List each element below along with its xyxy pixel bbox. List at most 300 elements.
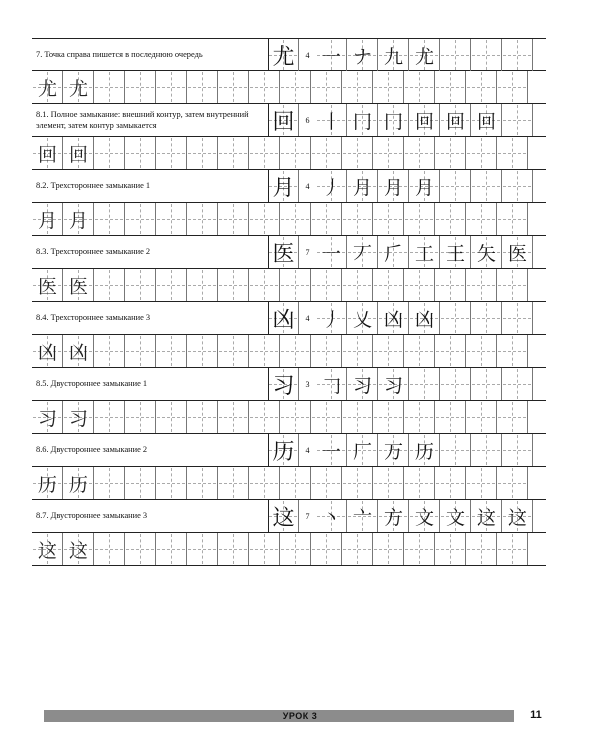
guide-horizontal bbox=[343, 417, 371, 418]
practice-cell bbox=[497, 467, 528, 499]
stroke-step: ナ bbox=[352, 45, 372, 68]
practice-cell bbox=[435, 203, 466, 235]
guide-horizontal bbox=[157, 417, 185, 418]
practice-cell bbox=[342, 71, 373, 103]
stroke-step: 这 bbox=[476, 506, 496, 529]
practice-cell bbox=[125, 269, 156, 301]
guide-horizontal bbox=[498, 219, 526, 220]
section-header-row bbox=[32, 302, 546, 335]
stroke-step: 九 bbox=[383, 45, 403, 68]
practice-cell bbox=[249, 71, 280, 103]
practice-cell bbox=[466, 71, 497, 103]
guide-horizontal bbox=[503, 55, 531, 56]
guide-horizontal bbox=[405, 153, 433, 154]
model-character-cell bbox=[268, 170, 299, 202]
guide-horizontal bbox=[410, 384, 438, 385]
section-title: 8.1. Полное замыкание: внешний контур, затем внутренний элемент, затем контур замыкается bbox=[36, 110, 249, 130]
model-character-cell bbox=[268, 236, 299, 268]
practice-row bbox=[32, 533, 546, 566]
practice-cell bbox=[187, 335, 218, 367]
stroke-step-cell bbox=[440, 302, 471, 334]
practice-cell bbox=[342, 137, 373, 169]
guide-horizontal bbox=[472, 318, 500, 319]
guide-horizontal bbox=[126, 153, 154, 154]
practice-cell bbox=[94, 137, 125, 169]
example-character: 习 bbox=[68, 407, 88, 430]
guide-horizontal bbox=[126, 417, 154, 418]
practice-cell bbox=[249, 533, 280, 565]
practice-cell bbox=[125, 467, 156, 499]
guide-horizontal bbox=[188, 351, 216, 352]
model-character-cell bbox=[268, 368, 299, 400]
practice-row bbox=[32, 203, 546, 236]
guide-horizontal bbox=[157, 153, 185, 154]
model-character: 习 bbox=[272, 373, 295, 399]
practice-cell bbox=[311, 137, 342, 169]
guide-horizontal bbox=[188, 285, 216, 286]
practice-row bbox=[32, 467, 546, 500]
practice-cell bbox=[311, 533, 342, 565]
practice-cell bbox=[156, 203, 187, 235]
stroke-step: 习 bbox=[352, 374, 372, 397]
stroke-step: 丶 bbox=[321, 506, 341, 529]
practice-cell bbox=[497, 203, 528, 235]
practice-cell bbox=[218, 335, 249, 367]
guide-horizontal bbox=[281, 285, 309, 286]
guide-horizontal bbox=[219, 87, 247, 88]
guide-horizontal bbox=[467, 153, 495, 154]
stroke-step: 回 bbox=[476, 110, 496, 133]
practice-cell bbox=[404, 269, 435, 301]
example-character: 历 bbox=[37, 473, 57, 496]
guide-horizontal bbox=[312, 219, 340, 220]
stroke-step: 丿 bbox=[321, 308, 341, 331]
practice-cell bbox=[280, 137, 311, 169]
guide-horizontal bbox=[436, 417, 464, 418]
guide-horizontal bbox=[503, 186, 531, 187]
stroke-count: 4 bbox=[305, 445, 310, 455]
guide-horizontal bbox=[436, 351, 464, 352]
example-character: 月 bbox=[68, 209, 88, 232]
stroke-step-cell bbox=[471, 434, 502, 466]
practice-cell bbox=[94, 533, 125, 565]
section-header-row bbox=[32, 368, 546, 401]
guide-horizontal bbox=[312, 285, 340, 286]
guide-horizontal bbox=[188, 153, 216, 154]
practice-cell bbox=[435, 137, 466, 169]
example-character: 习 bbox=[37, 407, 57, 430]
guide-horizontal bbox=[467, 219, 495, 220]
practice-cell bbox=[466, 335, 497, 367]
stroke-step-cell bbox=[502, 302, 533, 334]
stroke-step-cell bbox=[440, 434, 471, 466]
practice-cell bbox=[156, 335, 187, 367]
guide-horizontal bbox=[498, 87, 526, 88]
section-header-row bbox=[32, 236, 546, 269]
practice-cell bbox=[373, 203, 404, 235]
stroke-step: 王 bbox=[445, 242, 465, 265]
guide-horizontal bbox=[219, 219, 247, 220]
practice-cell bbox=[218, 269, 249, 301]
practice-cell bbox=[311, 401, 342, 433]
example-character: 凶 bbox=[37, 341, 57, 364]
practice-cell bbox=[435, 467, 466, 499]
stroke-step: 月 bbox=[352, 176, 372, 199]
guide-horizontal bbox=[281, 351, 309, 352]
guide-horizontal bbox=[281, 219, 309, 220]
practice-cell bbox=[373, 467, 404, 499]
practice-cell bbox=[404, 335, 435, 367]
practice-cell bbox=[218, 71, 249, 103]
stroke-step: 矢 bbox=[476, 242, 496, 265]
model-character-cell bbox=[268, 434, 299, 466]
guide-horizontal bbox=[472, 186, 500, 187]
guide-horizontal bbox=[441, 186, 469, 187]
model-character: 凶 bbox=[272, 307, 295, 333]
guide-horizontal bbox=[188, 417, 216, 418]
stroke-step: 文 bbox=[414, 506, 434, 529]
practice-cell bbox=[497, 71, 528, 103]
guide-horizontal bbox=[405, 219, 433, 220]
stroke-step-cell bbox=[440, 368, 471, 400]
guide-horizontal bbox=[498, 285, 526, 286]
stroke-count: 4 bbox=[305, 50, 310, 60]
guide-horizontal bbox=[374, 417, 402, 418]
practice-cell bbox=[373, 335, 404, 367]
practice-cell bbox=[373, 401, 404, 433]
stroke-step: 文 bbox=[445, 506, 465, 529]
guide-horizontal bbox=[312, 153, 340, 154]
guide-horizontal bbox=[281, 87, 309, 88]
practice-cell bbox=[435, 71, 466, 103]
lesson-title: УРОК 3 bbox=[282, 711, 318, 721]
guide-horizontal bbox=[503, 120, 531, 121]
practice-cell bbox=[94, 467, 125, 499]
guide-horizontal bbox=[312, 549, 340, 550]
practice-cell bbox=[404, 533, 435, 565]
section-header-row bbox=[32, 38, 546, 71]
page-number: 11 bbox=[516, 706, 556, 724]
practice-cell bbox=[218, 137, 249, 169]
stroke-step: 万 bbox=[383, 440, 403, 463]
practice-row bbox=[32, 335, 546, 368]
guide-horizontal bbox=[498, 483, 526, 484]
guide-horizontal bbox=[343, 351, 371, 352]
example-character: 回 bbox=[37, 143, 57, 166]
section-title: 7. Точка справа пишется в последнюю очередь bbox=[36, 50, 203, 60]
example-character: 尤 bbox=[37, 77, 57, 100]
guide-horizontal bbox=[126, 87, 154, 88]
practice-cell bbox=[218, 467, 249, 499]
example-character: 这 bbox=[68, 539, 88, 562]
guide-horizontal bbox=[219, 153, 247, 154]
guide-horizontal bbox=[95, 87, 123, 88]
practice-cell bbox=[280, 203, 311, 235]
guide-horizontal bbox=[188, 483, 216, 484]
model-character: 回 bbox=[272, 109, 295, 135]
practice-cell bbox=[373, 533, 404, 565]
practice-cell bbox=[311, 71, 342, 103]
stroke-step-cell bbox=[471, 39, 502, 71]
practice-cell bbox=[94, 203, 125, 235]
practice-cell bbox=[466, 137, 497, 169]
guide-horizontal bbox=[250, 483, 278, 484]
practice-cell bbox=[249, 137, 280, 169]
guide-horizontal bbox=[157, 87, 185, 88]
practice-cell bbox=[280, 269, 311, 301]
model-character-cell bbox=[268, 104, 299, 136]
stroke-step: 医 bbox=[507, 242, 527, 265]
guide-horizontal bbox=[219, 549, 247, 550]
section-header-row bbox=[32, 104, 546, 137]
stroke-step-cell bbox=[471, 170, 502, 202]
practice-cell bbox=[466, 203, 497, 235]
section-title: 8.2. Трехстороннее замыкание 1 bbox=[36, 181, 151, 191]
stroke-step-cell bbox=[502, 170, 533, 202]
guide-horizontal bbox=[126, 483, 154, 484]
practice-cell bbox=[311, 335, 342, 367]
guide-horizontal bbox=[188, 219, 216, 220]
model-character: 月 bbox=[272, 175, 295, 201]
guide-horizontal bbox=[281, 549, 309, 550]
guide-horizontal bbox=[157, 285, 185, 286]
stroke-step: 一 bbox=[321, 242, 341, 265]
practice-row bbox=[32, 269, 546, 302]
guide-horizontal bbox=[281, 417, 309, 418]
practice-cell bbox=[187, 137, 218, 169]
stroke-step: 这 bbox=[507, 506, 527, 529]
guide-horizontal bbox=[405, 285, 433, 286]
practice-cell bbox=[187, 533, 218, 565]
model-character-cell bbox=[268, 39, 299, 71]
guide-horizontal bbox=[281, 153, 309, 154]
practice-cell bbox=[342, 401, 373, 433]
practice-cell bbox=[435, 533, 466, 565]
practice-cell bbox=[466, 533, 497, 565]
practice-cell bbox=[94, 269, 125, 301]
practice-cell bbox=[404, 71, 435, 103]
practice-row bbox=[32, 137, 546, 170]
model-character: 历 bbox=[272, 439, 295, 465]
stroke-step: 亠 bbox=[352, 506, 372, 529]
guide-horizontal bbox=[95, 351, 123, 352]
guide-horizontal bbox=[157, 549, 185, 550]
practice-row bbox=[32, 401, 546, 434]
guide-horizontal bbox=[436, 219, 464, 220]
section-title: 8.7. Двустороннее замыкание 3 bbox=[36, 511, 148, 521]
stroke-step: 丆 bbox=[352, 242, 372, 265]
guide-horizontal bbox=[472, 55, 500, 56]
practice-cell bbox=[280, 467, 311, 499]
practice-cell bbox=[342, 203, 373, 235]
stroke-step: 厂 bbox=[352, 440, 372, 463]
guide-horizontal bbox=[472, 384, 500, 385]
example-character: 医 bbox=[37, 275, 57, 298]
guide-horizontal bbox=[405, 483, 433, 484]
guide-horizontal bbox=[441, 384, 469, 385]
guide-horizontal bbox=[374, 549, 402, 550]
practice-cell bbox=[94, 401, 125, 433]
guide-horizontal bbox=[126, 285, 154, 286]
guide-horizontal bbox=[405, 417, 433, 418]
practice-cell bbox=[125, 335, 156, 367]
guide-horizontal bbox=[472, 450, 500, 451]
stroke-step: 尤 bbox=[414, 45, 434, 68]
practice-cell bbox=[156, 71, 187, 103]
guide-horizontal bbox=[250, 285, 278, 286]
practice-cell bbox=[125, 533, 156, 565]
stroke-step: 凶 bbox=[414, 308, 434, 331]
guide-horizontal bbox=[157, 219, 185, 220]
practice-cell bbox=[280, 335, 311, 367]
practice-cell bbox=[94, 71, 125, 103]
practice-cell bbox=[218, 203, 249, 235]
guide-horizontal bbox=[374, 219, 402, 220]
guide-horizontal bbox=[188, 549, 216, 550]
example-character: 医 bbox=[68, 275, 88, 298]
stroke-step-cell bbox=[440, 170, 471, 202]
guide-horizontal bbox=[436, 153, 464, 154]
practice-cell bbox=[249, 203, 280, 235]
practice-cell bbox=[280, 71, 311, 103]
practice-cell bbox=[373, 71, 404, 103]
stroke-count: 4 bbox=[305, 181, 310, 191]
practice-cell bbox=[156, 137, 187, 169]
stroke-step: 𠂆 bbox=[383, 242, 403, 265]
practice-cell bbox=[497, 533, 528, 565]
guide-horizontal bbox=[95, 153, 123, 154]
practice-cell bbox=[342, 335, 373, 367]
section-title: 8.4. Трехстороннее замыкание 3 bbox=[36, 313, 151, 323]
guide-horizontal bbox=[343, 285, 371, 286]
guide-horizontal bbox=[343, 549, 371, 550]
guide-horizontal bbox=[441, 55, 469, 56]
guide-horizontal bbox=[436, 87, 464, 88]
guide-horizontal bbox=[219, 417, 247, 418]
stroke-step: 乂 bbox=[352, 308, 372, 331]
stroke-step: 一 bbox=[321, 45, 341, 68]
guide-horizontal bbox=[95, 483, 123, 484]
practice-cell bbox=[497, 269, 528, 301]
model-character: 医 bbox=[272, 241, 295, 267]
stroke-count: 3 bbox=[305, 379, 310, 389]
practice-cell bbox=[311, 203, 342, 235]
guide-horizontal bbox=[250, 351, 278, 352]
practice-cell bbox=[187, 467, 218, 499]
practice-cell bbox=[466, 401, 497, 433]
guide-horizontal bbox=[250, 549, 278, 550]
guide-horizontal bbox=[343, 483, 371, 484]
stroke-step: 工 bbox=[414, 242, 434, 265]
guide-horizontal bbox=[467, 417, 495, 418]
practice-cell bbox=[497, 401, 528, 433]
guide-horizontal bbox=[312, 483, 340, 484]
guide-horizontal bbox=[250, 417, 278, 418]
guide-horizontal bbox=[498, 351, 526, 352]
practice-sheet bbox=[32, 38, 546, 566]
stroke-step: 丿 bbox=[321, 176, 341, 199]
stroke-step: 月 bbox=[383, 176, 403, 199]
practice-cell bbox=[404, 137, 435, 169]
example-character: 这 bbox=[37, 539, 57, 562]
section-title: 8.5. Двустороннее замыкание 1 bbox=[36, 379, 148, 389]
stroke-step-cell bbox=[440, 39, 471, 71]
stroke-step-cell bbox=[409, 368, 440, 400]
example-character: 历 bbox=[68, 473, 88, 496]
stroke-step: 𠃌 bbox=[321, 374, 341, 397]
guide-horizontal bbox=[498, 153, 526, 154]
guide-horizontal bbox=[467, 351, 495, 352]
guide-horizontal bbox=[503, 384, 531, 385]
guide-horizontal bbox=[343, 87, 371, 88]
section-title: 8.6. Двустороннее замыкание 2 bbox=[36, 445, 148, 455]
practice-cell bbox=[342, 467, 373, 499]
guide-horizontal bbox=[250, 219, 278, 220]
practice-cell bbox=[311, 467, 342, 499]
guide-horizontal bbox=[157, 351, 185, 352]
guide-horizontal bbox=[374, 87, 402, 88]
guide-horizontal bbox=[436, 483, 464, 484]
practice-cell bbox=[280, 533, 311, 565]
stroke-step-cell bbox=[502, 104, 533, 136]
model-character: 尤 bbox=[272, 44, 295, 70]
stroke-step: 回 bbox=[445, 110, 465, 133]
stroke-step-cell bbox=[502, 368, 533, 400]
practice-cell bbox=[218, 533, 249, 565]
practice-cell bbox=[497, 335, 528, 367]
practice-cell bbox=[187, 71, 218, 103]
practice-cell bbox=[249, 401, 280, 433]
guide-horizontal bbox=[503, 318, 531, 319]
practice-cell bbox=[342, 533, 373, 565]
practice-cell bbox=[156, 533, 187, 565]
guide-horizontal bbox=[126, 549, 154, 550]
guide-horizontal bbox=[441, 450, 469, 451]
example-character: 回 bbox=[68, 143, 88, 166]
guide-horizontal bbox=[374, 153, 402, 154]
guide-horizontal bbox=[126, 219, 154, 220]
example-character: 凶 bbox=[68, 341, 88, 364]
guide-horizontal bbox=[95, 285, 123, 286]
stroke-step: 冂 bbox=[352, 110, 372, 133]
practice-cell bbox=[125, 71, 156, 103]
guide-horizontal bbox=[95, 219, 123, 220]
stroke-step-cell bbox=[502, 434, 533, 466]
practice-cell bbox=[466, 269, 497, 301]
guide-horizontal bbox=[250, 87, 278, 88]
guide-horizontal bbox=[503, 450, 531, 451]
example-character: 尤 bbox=[68, 77, 88, 100]
practice-row bbox=[32, 71, 546, 104]
section-header-row bbox=[32, 500, 546, 533]
practice-cell bbox=[280, 401, 311, 433]
section-header-row bbox=[32, 434, 546, 467]
stroke-step: 一 bbox=[321, 440, 341, 463]
practice-cell bbox=[342, 269, 373, 301]
practice-cell bbox=[497, 137, 528, 169]
practice-cell bbox=[435, 401, 466, 433]
stroke-step: 丨 bbox=[321, 110, 341, 133]
stroke-step: 方 bbox=[383, 506, 403, 529]
practice-cell bbox=[187, 269, 218, 301]
stroke-count: 7 bbox=[305, 247, 310, 257]
guide-horizontal bbox=[312, 351, 340, 352]
guide-horizontal bbox=[281, 483, 309, 484]
guide-horizontal bbox=[343, 153, 371, 154]
model-character-cell bbox=[268, 500, 299, 532]
guide-horizontal bbox=[312, 87, 340, 88]
guide-horizontal bbox=[188, 87, 216, 88]
